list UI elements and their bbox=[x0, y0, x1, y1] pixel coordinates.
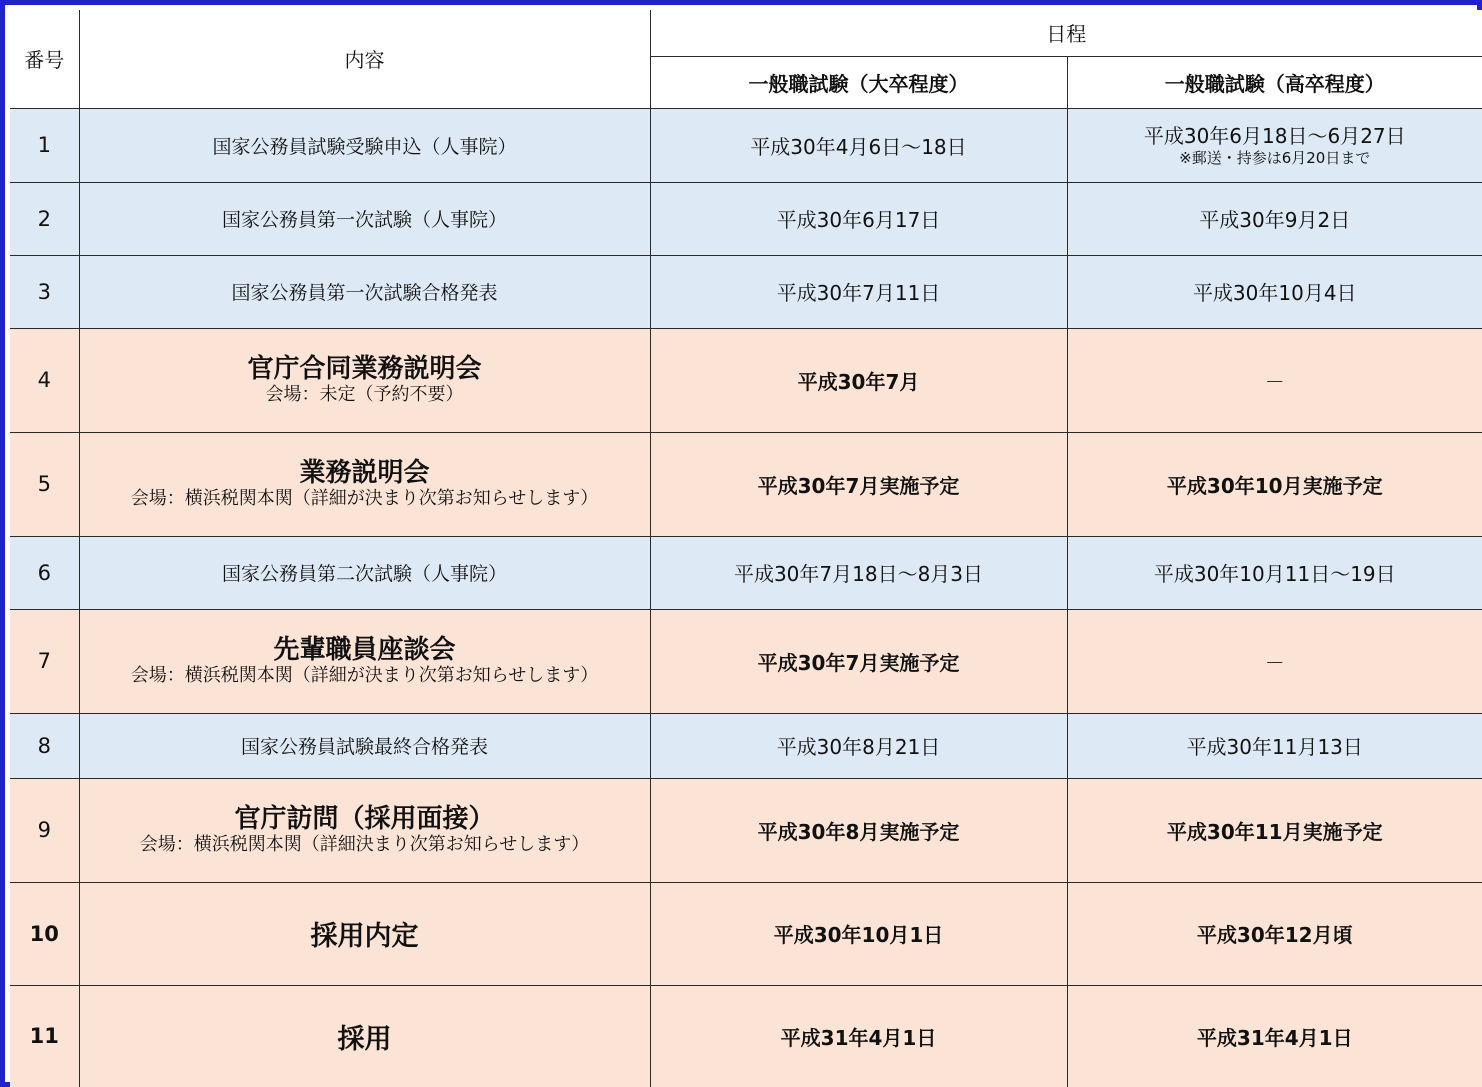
row-date-university: 平成30年8月21日 bbox=[650, 713, 1067, 778]
row-content bbox=[79, 882, 650, 985]
row-venue-note: 会場：横浜税関本関（詳細決まり次第お知らせします） bbox=[139, 834, 590, 855]
header-content: 内容 bbox=[79, 10, 650, 108]
row-date-highschool: 平成30年11月13日 bbox=[1067, 713, 1482, 778]
header-schedule: 日程 bbox=[650, 10, 1482, 56]
row-number: 9 bbox=[10, 778, 79, 882]
header-col-university: 一般職試験（大卒程度） bbox=[650, 56, 1067, 108]
row-date-university: 平成31年4月1日 bbox=[650, 985, 1067, 1087]
header-col-highschool: 一般職試験（高卒程度） bbox=[1067, 56, 1482, 108]
row-date-highschool: 平成30年12月頃 bbox=[1067, 882, 1482, 985]
header-row-top bbox=[10, 10, 1482, 56]
row-number: 7 bbox=[10, 609, 79, 713]
row-date-university: 平成30年7月 bbox=[650, 328, 1067, 432]
row-date-highschool-main: 平成30年6月18日～6月27日 bbox=[1143, 124, 1406, 148]
row-venue-note: 会場：横浜税関本関（詳細が決まり次第お知らせします） bbox=[130, 665, 599, 686]
row-date-highschool: 平成30年10月4日 bbox=[1067, 255, 1482, 328]
row-date-highschool: 平成30年10月11日～19日 bbox=[1067, 536, 1482, 609]
row-title: 官庁合同業務説明会 bbox=[247, 354, 482, 384]
row-date-highschool: 平成30年11月実施予定 bbox=[1067, 778, 1482, 882]
table-row bbox=[10, 778, 1482, 882]
row-title: 国家公務員第一次試験（人事院） bbox=[221, 209, 507, 231]
row-number: 5 bbox=[10, 432, 79, 536]
table-row bbox=[10, 108, 1482, 182]
row-date-highschool: 平成30年10月実施予定 bbox=[1067, 432, 1482, 536]
row-date-highschool: － bbox=[1067, 328, 1482, 432]
row-number: 1 bbox=[10, 108, 79, 182]
row-date-university: 平成30年7月18日～8月3日 bbox=[650, 536, 1067, 609]
row-date-university: 平成30年7月実施予定 bbox=[650, 609, 1067, 713]
row-content bbox=[79, 985, 650, 1087]
header-num: 番号 bbox=[10, 10, 79, 108]
row-date-university: 平成30年6月17日 bbox=[650, 182, 1067, 255]
row-date-university: 平成30年7月実施予定 bbox=[650, 432, 1067, 536]
row-title: 官庁訪問（採用面接） bbox=[234, 804, 495, 834]
row-number: 4 bbox=[10, 328, 79, 432]
row-date-highschool-note: ※郵送・持参は6月20日まで bbox=[1179, 149, 1371, 167]
row-content bbox=[79, 108, 650, 182]
row-date-university: 平成30年7月11日 bbox=[650, 255, 1067, 328]
row-content bbox=[79, 255, 650, 328]
row-date-highschool: － bbox=[1067, 609, 1482, 713]
row-number: 8 bbox=[10, 713, 79, 778]
row-date-university: 平成30年4月6日～18日 bbox=[650, 108, 1067, 182]
table-row bbox=[10, 609, 1482, 713]
table-row bbox=[10, 255, 1482, 328]
row-content bbox=[79, 609, 650, 713]
row-number: 10 bbox=[10, 882, 79, 985]
row-content bbox=[79, 328, 650, 432]
table-row bbox=[10, 536, 1482, 609]
row-venue-note: 会場：横浜税関本関（詳細が決まり次第お知らせします） bbox=[130, 488, 599, 509]
row-content bbox=[79, 432, 650, 536]
recruitment-schedule-table bbox=[10, 10, 1482, 1087]
row-date-highschool: 平成31年4月1日 bbox=[1067, 985, 1482, 1087]
row-content bbox=[79, 778, 650, 882]
row-title: 国家公務員第一次試験合格発表 bbox=[231, 282, 498, 304]
row-content bbox=[79, 182, 650, 255]
row-content bbox=[79, 713, 650, 778]
row-number: 11 bbox=[10, 985, 79, 1087]
row-date-university: 平成30年10月1日 bbox=[650, 882, 1067, 985]
row-title: 業務説明会 bbox=[299, 458, 430, 488]
row-title: 先輩職員座談会 bbox=[273, 635, 456, 665]
table-row bbox=[10, 432, 1482, 536]
row-venue-note: 会場：未定（予約不要） bbox=[265, 384, 464, 405]
table-row bbox=[10, 882, 1482, 985]
row-title: 採用 bbox=[337, 1023, 392, 1055]
table-row bbox=[10, 182, 1482, 255]
row-number: 2 bbox=[10, 182, 79, 255]
row-date-highschool: 平成30年9月2日 bbox=[1067, 182, 1482, 255]
row-title: 国家公務員試験最終合格発表 bbox=[240, 736, 488, 758]
row-title: 国家公務員第二次試験（人事院） bbox=[221, 563, 507, 585]
row-date-university: 平成30年8月実施予定 bbox=[650, 778, 1067, 882]
row-number: 3 bbox=[10, 255, 79, 328]
row-date-highschool bbox=[1067, 108, 1482, 182]
table-row bbox=[10, 985, 1482, 1087]
row-content bbox=[79, 536, 650, 609]
table-row bbox=[10, 328, 1482, 432]
row-title: 採用内定 bbox=[310, 921, 419, 952]
row-title: 国家公務員試験受験申込（人事院） bbox=[212, 135, 517, 158]
row-number: 6 bbox=[10, 536, 79, 609]
table-row bbox=[10, 713, 1482, 778]
